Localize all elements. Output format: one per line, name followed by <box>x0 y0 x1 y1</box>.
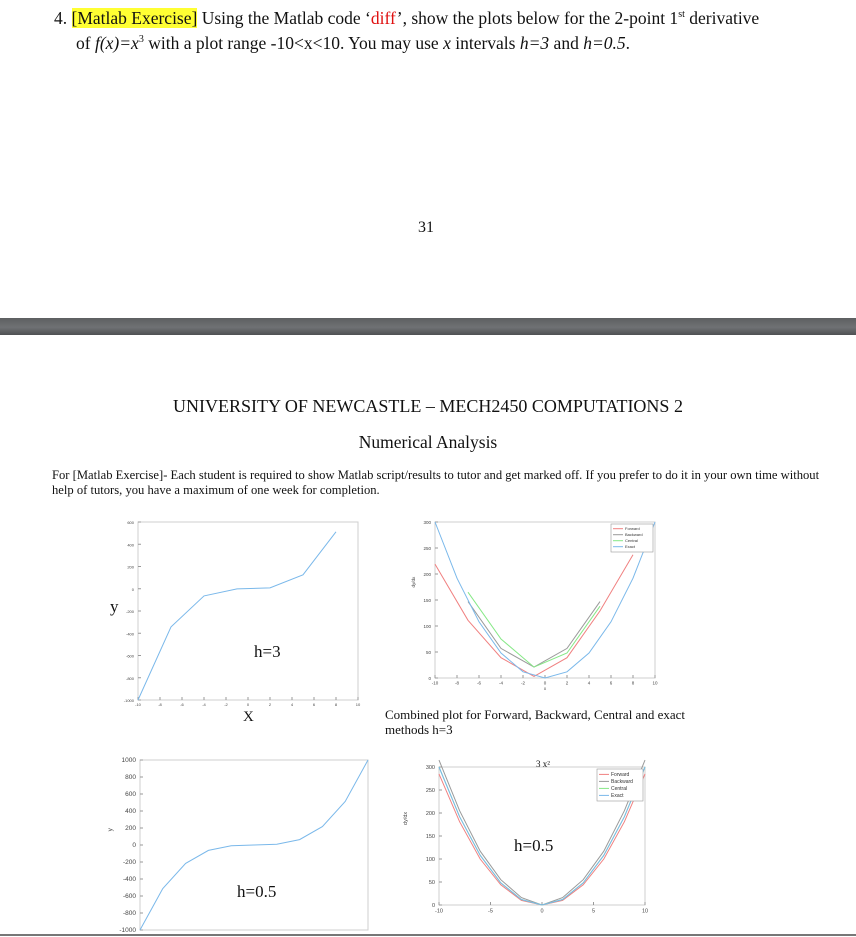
y-tick-label: 100 <box>425 857 435 863</box>
x-tick-label: -6 <box>476 680 482 686</box>
x-tick-label: 10 <box>355 702 361 707</box>
page-separator <box>0 318 856 335</box>
y-tick-label: 100 <box>423 624 431 629</box>
legend-entry-backward: Backward <box>611 778 633 785</box>
superscript-3: 3 <box>138 33 144 45</box>
x-tick-label: 4 <box>290 702 294 707</box>
x-tick-label: 0 <box>543 680 547 686</box>
y-tick-label: 0 <box>132 842 136 849</box>
function-fx: f(x)=x <box>94 32 139 53</box>
question-text-part: ’, show the plots below for the 2-point 1 <box>396 7 679 28</box>
university-heading: UNIVERSITY OF NEWCASTLE – MECH2450 COMPUTATIONS 2 <box>173 396 683 416</box>
chart-h05-function <box>108 750 378 935</box>
y-tick-label: -1000 <box>119 927 136 934</box>
y-tick-label: 0 <box>428 676 431 681</box>
y-tick-label: -800 <box>122 910 136 917</box>
x-tick-label: -8 <box>454 680 460 686</box>
legend-entry-central: Central <box>625 538 638 544</box>
question-text-part: derivative <box>684 7 760 28</box>
x-tick-label: 8 <box>631 680 635 686</box>
x-tick-label: 5 <box>591 908 596 915</box>
y-tick-label: -400 <box>125 631 134 637</box>
y-tick-label: 200 <box>425 811 435 817</box>
chart1-xlabel: X <box>243 709 254 725</box>
x-tick-label: -4 <box>498 680 504 686</box>
y-axis-label: y <box>107 828 114 832</box>
y-tick-label: -600 <box>125 653 134 659</box>
legend-entry-central: Central <box>611 785 628 792</box>
x-tick-label: 4 <box>587 680 591 686</box>
chart1-annotation: h=3 <box>254 642 281 661</box>
x-tick-label: -6 <box>180 702 184 707</box>
y-tick-label: 250 <box>423 546 431 551</box>
x-tick-label: 10 <box>652 680 658 686</box>
y-tick-label: 400 <box>127 542 134 548</box>
y-tick-label: 200 <box>127 564 134 570</box>
x-tick-label: 2 <box>565 680 569 686</box>
x-tick-label: 0 <box>246 702 250 707</box>
y-tick-label: 300 <box>423 520 431 525</box>
x-tick-label: -10 <box>135 702 141 707</box>
legend-entry-exact: Exact <box>611 792 624 799</box>
legend-entry-backward: Backward <box>625 532 643 538</box>
y-tick-label: 150 <box>423 598 431 603</box>
matlab-exercise-tag: [Matlab Exercise] <box>71 7 198 28</box>
question-text-part: and <box>549 32 584 53</box>
x-tick-label: 2 <box>268 702 272 707</box>
x-tick-label: 6 <box>609 680 613 686</box>
var-x: x <box>443 32 451 53</box>
y-tick-label: 200 <box>125 825 136 832</box>
y-axis-label: dy/dx <box>411 576 416 588</box>
y-tick-label: 800 <box>125 774 136 781</box>
x-tick-label: -8 <box>158 702 162 707</box>
x-tick-label: -10 <box>435 908 443 915</box>
x-tick-label: 10 <box>641 908 649 915</box>
legend-entry-exact: Exact <box>625 544 636 550</box>
x-tick-label: 6 <box>312 702 316 707</box>
instructions-text: For [Matlab Exercise]- Each student is required to show Matlab script/results to tutor and get marked off. If you prefer to do it in your own time without help of tutors, you have a maximum of one week for completion. <box>52 468 820 497</box>
y-tick-label: -200 <box>122 859 136 866</box>
x-tick-label: 8 <box>334 702 338 707</box>
y-tick-label: -400 <box>122 876 136 883</box>
question-text-part: Using the Matlab code ‘ <box>197 7 371 28</box>
plot-area <box>138 522 358 700</box>
chart-h3-derivatives <box>405 515 665 700</box>
x-tick-label: -5 <box>488 908 493 915</box>
y-tick-label: 50 <box>425 650 431 655</box>
question-text-part: of <box>76 32 95 53</box>
y-axis-label: dy/dx <box>403 811 409 825</box>
y-tick-label: 150 <box>425 834 435 840</box>
y-tick-label: 400 <box>125 808 136 815</box>
chart4-title: 3 x² <box>536 759 550 769</box>
y-tick-label: -600 <box>122 893 136 900</box>
y-tick-label: 1000 <box>121 757 136 764</box>
chart3-annotation: h=0.5 <box>237 882 277 901</box>
h-3: h=3 <box>519 32 550 53</box>
y-tick-label: 200 <box>423 572 431 577</box>
chart1-ylabel: y <box>110 597 119 616</box>
question-number: 4. <box>54 7 68 28</box>
chart-h3-function <box>108 515 368 715</box>
y-tick-label: 0 <box>131 586 134 592</box>
x-tick-label: -10 <box>431 680 439 686</box>
y-tick-label: 50 <box>428 880 435 886</box>
y-tick-label: 600 <box>127 520 134 525</box>
y-tick-label: 250 <box>425 788 435 794</box>
y-tick-label: -800 <box>125 675 134 681</box>
legend-entry-forward: Forward <box>611 771 630 778</box>
h-05: h=0.5 <box>583 32 626 53</box>
question-text-part: . <box>625 32 631 53</box>
y-tick-label: -1000 <box>123 698 134 703</box>
bottom-rule <box>0 934 856 936</box>
chart4-annotation: h=0.5 <box>514 836 554 855</box>
x-tick-label: 0 <box>540 908 544 915</box>
y-tick-label: -200 <box>125 609 134 614</box>
subject-heading: Numerical Analysis <box>358 432 498 452</box>
page-number: 31 <box>418 219 434 236</box>
x-tick-label: -2 <box>224 702 228 707</box>
question-text-part: intervals <box>450 32 520 53</box>
chart2-caption: Combined plot for Forward, Backward, Central and exact methods h=3 <box>385 707 685 737</box>
x-axis-label: x <box>543 686 547 691</box>
x-tick-label: -2 <box>520 680 526 686</box>
legend-entry-forward: Forward <box>625 526 640 532</box>
x-tick-label: -4 <box>202 702 206 707</box>
question-text-part: with a plot range -10<x<10. You may use <box>143 32 444 53</box>
question-text <box>54 4 834 54</box>
y-tick-label: 600 <box>125 791 136 798</box>
y-tick-label: 0 <box>431 903 435 909</box>
superscript-st: st <box>678 9 685 20</box>
code-diff: diff <box>370 7 397 28</box>
y-tick-label: 300 <box>425 765 435 771</box>
